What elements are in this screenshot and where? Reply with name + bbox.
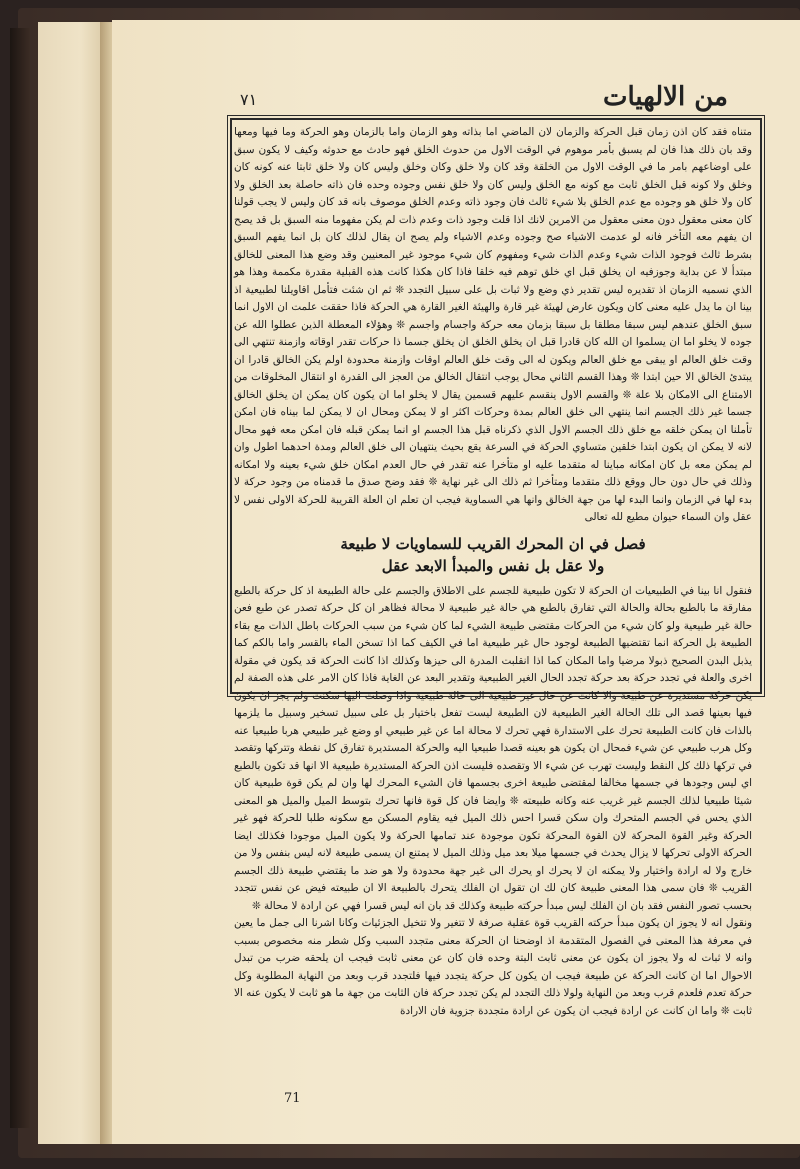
previous-page-edge	[38, 22, 108, 1144]
section-heading-line-1: فصل في ان المحرك القريب للسماويات لا طبيعة	[340, 534, 646, 553]
paragraph-1: متناه فقد كان اذن زمان قبل الحركة والزمان لان الماضي اما بذاته وهو الزمان واما بالزمان وهو الحركة وما فيها ومعها وقد بان ذلك هذا فان لم يسبق بأمر موهوم في الوقت الاول من حدوث الخلق فهو حادث مع حدوثه وكيف لا يكون سبق على اوضاعهم بامر ما في الوقت الاول من الخلقة وقد كان ولا خلق وكان وخلق وليس كان ولا خلق ثابتا عنه كونه كان وخلق ولا كونه قبل الخلق ثابت مع كونه مع الخلق وليس كان ولا خلق نفس وجوده وحده فان ذاته حاصلة بعد الخلق ولا كان ولا خلق هو وجوده مع عدم الخلق بلا شيء ثالث فان وجود ذاته وعدم الخلق موصوف بانه قد كان وليس لا يجب قولنا كان معنى معقول دون معنى معقول من الامرين لانك اذا قلت وجود ذات وعدم ذات لم يكن مفهوما منه السبق بل قد يصح ان يفهم معه التأخر فانه لو عدمت الاشياء صح وجوده وعدم الاشياء ولم يصح ان يقال لذلك كان بل انما يفهم السبق بشرط ثالث فوجود الذات شيء وعدم الذات شيء ومفهوم كان شيء موجود غير المعنيين وقد وضع هذا المعنى للخالق مبتدأ لا عن بداية وجوزفيه ان يخلق قبل اي خلق توهم فيه خلقا فاذا كان هكذا كانت هذه القبلية مقدرة مكممة وهذا هو الذي نسميه الزمان اذ تقديره ليس تقدير ذي وضع ولا ثبات بل على سبيل التجدد ❊ ثم ان شئت فتأمل اقاويلنا لطبيعية اذ بينا ان ما يدل عليه معنى كان ويكون عارض لهيئة غير قارة والهيئة الغير القارة هي الحركة فاذا حققت علمت ان الاول انما سبق الخلق عندهم ليس سبقا مطلقا بل سبقا بزمان معه حركة واجسام واجسم ❊ وهؤلاء المعطلة الذين عطلوا الله عن جوده لا يخلو اما ان يسلموا ان الله كان قادرا قبل ان يخلق الخلق ان يخلق جسما ذا حركات تقدر اوقاته وازمنة تنتهي الى وقت خلق العالم او يبقى مع خلق العالم ويكون له الى وقت خلق العالم اوقات وازمنة محدودة اولم يكن الخالق قادرا ان يبتدئ الخالق الا حين ابتدا ❊ وهذا القسم الثاني محال يوجب انتقال الخالق من العجز الى القدرة او انتقال المخلوقات من الامتناع الى الامكان بلا علة ❊ والقسم الاول ينقسم عليهم قسمين يقال لا يخلو اما ان يكون كان يمكن ان يخلق الخالق جسما غير ذلك الجسم انما ينتهي الى خلق العالم بمدة وحركات اكثر او لا يمكن ومحال ان لا يمكن لما بيناه فان امكن تأملنا ان يمكن خلقه مع خلق ذلك الجسم الاول الذي ذكرناه قبل هذا الجسم او انما يمكن قبله فان امكن معه فهو محال لانه لا يمكن ان يكون ابتدا خلقين متساوي الحركة في السرعة يقع بحيث ينتهيان الى خلق العالم ومدة احدهما اطول وان لم يمكن معه بل كان امكانه مباينا له متقدما عليه او متأخرا عنه تقدر في حال العدم امكان خلق شيء بعينه ولا امكانه وذلك في حال دون حال ووقع ذلك متقدما ومتأخرا ثم ذلك الى غير نهاية ❊ فقد وضح صدق ما قدمناه من وجود حركة لا بدء لها في الزمان وانما البدء لها من جهة الخالق وانها هي السماوية فيجب ان تعلم ان العلة القريبة للحركة الاولى نفس لا عقل وان السماء حيوان مطيع لله تعالى	[234, 126, 752, 523]
page-number-bottom: 71	[284, 1091, 301, 1106]
page-number-top: ٧١	[240, 90, 258, 109]
main-text	[232, 124, 754, 1017]
running-title: من الالهيات	[603, 82, 728, 112]
paragraph-3: ونقول انه لا يجوز ان يكون مبدأ حركته القريب قوة عقلية صرفة لا تتغير ولا تتخيل الجزئيات وكانا اشرنا الى جمل ما يعين في معرفة هذا المعنى في الفصول المتقدمة اذ اوضحنا ان الحركة معنى متجدد السبب وكل شطر منه مخصوص بسبب وانه لا ثبات له ولا يجوز ان يكون عن معنى ثابت البتة وحده فان كان عن معنى ثابت فيجب ان يلحقه ضرب من تبدل الاحوال اما ان كانت الحركة عن طبيعة فيجب ان يكون كل حركة يتجدد فيها فلتجدد قرب وبعد من النهاية المطلوبة وكل حركة تعدم فلعدم قرب وبعد من النهاية ولولا ذلك التجدد لم يكن تجدد حركة فان الثابت من جهة ما هو ثابت لا يكون عنه الا ثابت ❊ واما ان كانت عن ارادة فيجب ان يكون عن ارادة متجددة جزوية فان الارادة	[234, 917, 752, 1017]
book-spine-edge	[10, 28, 30, 1128]
section-heading-line-2: ولا عقل بل نفس والمبدأ الابعد عقل	[381, 556, 605, 575]
paragraph-2: فنقول انا بينا في الطبيعيات ان الحركة لا تكون طبيعية للجسم على الاطلاق والجسم على حالة الطبيعة اذ كل حركة بالطبع مفارقة ما بالطبع بحالة والحالة التي تفارق بالطبع هي حالة غير طبيعية لا محالة فظاهر ان كل حركة تصدر عن طبع فعن حالة غير طبيعية ولو كان شيء من الحركات مقتضى طبيعة الشيء لما كان شيء من سبب الحركات باطل الذات مع بقاء الطبيعة بل الحركة انما تقتضيها الطبيعة لوجود حال غير طبيعية اما في الكيف كما اذا تسخن الماء بالقسر واما بالكم كما يذبل البدن الصحيح ذبولا مرضيا واما المكان كما اذا انقلبت المدرة الى حيزها وكذلك اذا كانت الحركة قد يكون في مقولة اخرى والعلة في تجدد حركة بعد حركة تجدد الحال الغير الطبيعية وتقدير البعد عن الغاية فاذا كان الامر على هذه الصفة لم يكن حركة مستديرة عن طبيعة والا كانت عن حال غير طبيعية الى حالة طبيعية واذا وصلت اليها سكنت ولم يجز ان يكون فيها بعينها قصد الى تلك الحالة الغير الطبيعية لان الطبيعة ليست تفعل باختيار بل على سبيل تسخير وسبيل ما يلزمها بالذات فان كانت الطبيعة تحرك على الاستدارة فهي تحرك لا محالة اما عن غير طبيعي او وضع غير طبيعي هربا طبيعيا عنه وكل هرب طبيعي عن شيء فمحال ان يكون هو بعينه قصدا طبيعيا اليه والحركة المستديرة تفارق كل نقطة وتتركها وتقصد في تركها ذلك كل النقط وليست تهرب عن شيء الا وتقصده فليست اذن الحركة المستديرة طبيعية الا انها قد تكون بالطبع اي ليس وجودها في جسمها مخالفا لمقتضى طبيعة اخرى بجسمها فان الشيء المحرك لها وان لم يكن قوة طبيعية كان شيئا طبيعيا لذلك الجسم غير غريب عنه وكانه طبيعته ❊ وايضا فان كل قوة فانها تحرك بتوسط الميل والميل هو المعنى الذي يحس في الجسم المتحرك وان سكن قسرا احس ذلك الميل فيه يقاوم المسكن مع سكونه طلبا للحركة فهو غير الحركة وغير القوة المحركة لان القوة المحركة تكون موجودة عند تمامها الحركة ولا يكون الميل موجودا فكذلك ايضا الحركة الاولى تحركها لا يزال يحدث في جسمها ميلا بعد ميل وذلك الميل لا يمتنع ان يسمى طبيعة لانه ليس بنفس ولا من خارج ولا له ارادة واختيار ولا يمكنه ان لا يحرك او يحرك الى غير جهة محدودة ولا هو ضد ما يقتضي طبيعة ذلك الجسم القريب ❊ فان سمى هذا المعنى طبيعة كان لك ان تقول ان الفلك يتحرك بالطبيعة الا ان طبيعته فيض عن نفس تتجدد بحسب تصور النفس فقد بان ان الفلك ليس مبدأ حركته طبيعة وكذلك قد بان انه ليس قسرا فهي عن ارادة لا محالة ❊	[234, 584, 752, 912]
page-header	[228, 82, 758, 120]
